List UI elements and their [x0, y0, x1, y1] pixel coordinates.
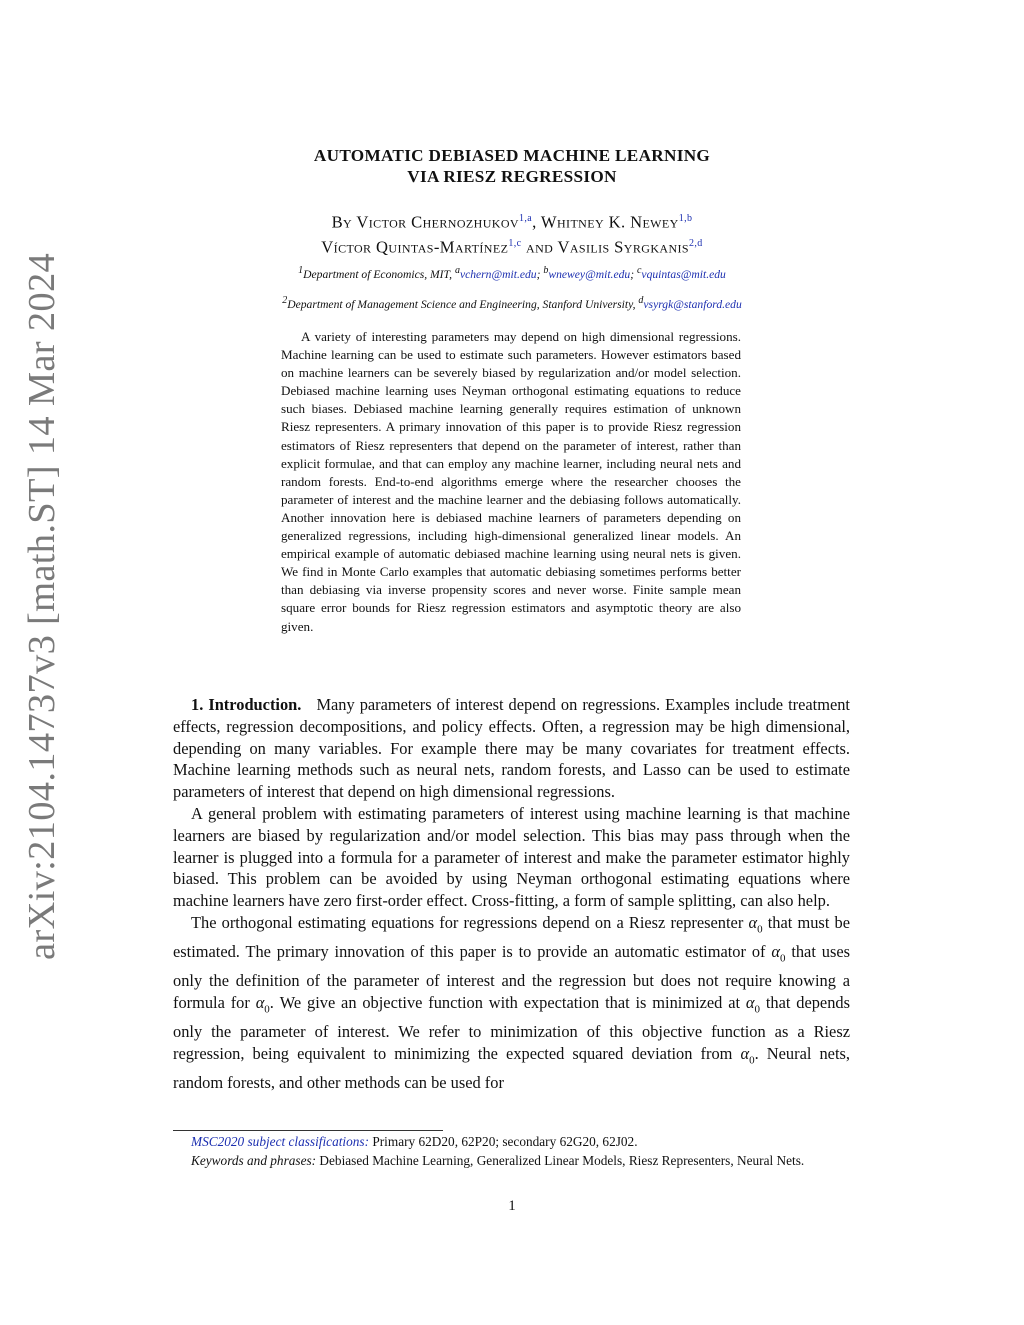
title-line-2: VIA RIESZ REGRESSION	[407, 167, 617, 186]
keywords-label: Keywords and phrases:	[191, 1152, 317, 1168]
author-sup[interactable]: 1,b	[678, 213, 693, 224]
affiliation-number: 2	[282, 295, 288, 306]
author-sup[interactable]: 1,a	[518, 213, 533, 224]
email-sup: c	[636, 265, 642, 276]
paragraph-text: . Neural nets, random forests, and other methods can be used for	[173, 1043, 850, 1092]
paper-title	[200, 145, 824, 187]
paragraph-text: . We give an objective function with expectation that is minimized at	[269, 992, 741, 1012]
alpha-subscript: 0	[779, 952, 786, 965]
email-link[interactable]: vsyrgk@stanford.edu	[643, 297, 742, 311]
email-link[interactable]: wnewey@mit.edu	[548, 267, 631, 281]
alpha-subscript: 0	[754, 1003, 760, 1016]
affiliation-number: 1	[298, 265, 304, 276]
author-sup[interactable]: 1,c	[508, 237, 522, 249]
author-sup[interactable]: 2,d	[689, 237, 703, 249]
msc-footnote	[173, 1133, 850, 1152]
paragraph: A general problem with estimating parameters of interest using machine learning is that machine learners are biased by regularization and/or model selection. This bias may pass through when the learner is plugged into a formula for a parameter of interest and make the parameter estimator highly biased. This problem can be avoided by using Neyman orthogonal estimating equations where machine learners have zero first-order effect. Cross-fitting, a form of sample splitting, can also help.	[173, 803, 850, 911]
affiliation-text: Department of Management Science and Engineering, Stanford University,	[287, 297, 636, 311]
author-line-2	[160, 233, 864, 258]
math-alpha	[748, 912, 763, 936]
abstract: A variety of interesting parameters may depend on high dimensional regressions. Machine learning can be used to estimate such parameters. However estimators based on machine learners can be severely biased by regularization and/or model selection. Debiased machine learning uses Neyman orthogonal estimating equations to reduce such biases. Debiased machine learning generally requires estimation of unknown Riesz representers. A primary innovation of this paper is to provide Riesz regression estimators of Riesz representers that depend on the parameter of interest, rather than explicit formulae, and that can employ any machine learner, including neural nets and random forests. End-to-end algorithms emerge where the researcher chooses the parameter of interest and the machine learner and the debiasing follows automatically. Another innovation here is debiased machine learners of parameters depending on generalized regressions, including high-dimensional generalized linear models. An empirical example of automatic debiased machine learning using neural nets is given. We find in Monte Carlo examples that automatic debiasing sometimes performs better than debiasing via inverse propensity scores and never worse. Finite sample mean square error bounds for Riesz regression estimators and asymptotic theory are also given.	[281, 329, 741, 634]
alpha-symbol: α	[255, 992, 265, 1012]
paragraph-text: Many parameters of interest depend on regressions. Examples include treatment effects, regression decompositions, and policy effects. Often, a regression may be high dimensional, depending on many variables. For example there may be many covariates for treatment effects. Machine learning methods such as neural nets, random forests, and Lasso can be used to estimate parameters of interest that depend on high dimensional regressions.	[173, 695, 850, 802]
affiliation-2	[130, 293, 894, 312]
msc-text: Primary 62D20, 62P20; secondary 62G20, 62J02.	[372, 1134, 638, 1149]
author-conjunction: and	[526, 237, 554, 257]
author-list	[160, 208, 864, 257]
author-chernozhukov: Victor Chernozhukov	[356, 212, 519, 232]
math-alpha	[745, 992, 760, 1016]
alpha-symbol: α	[771, 942, 780, 962]
affiliation-1: $^1$Department of Economics, MIT, $^a$vchern@mit.edu; $^b$wnewey@mit.edu; $^c$vquintas@mit.edu	[298, 265, 726, 281]
msc-link[interactable]: MSC2020 subject classifications:	[191, 1134, 370, 1149]
alpha-subscript: 0	[757, 923, 763, 936]
math-alpha	[740, 1043, 755, 1067]
footnote-rule	[173, 1130, 443, 1131]
alpha-subscript: 0	[749, 1054, 755, 1067]
paragraph-text: that must be estimated. The primary innovation of this paper is to provide an automatic estimator of	[173, 912, 850, 962]
math-alpha	[771, 942, 786, 965]
alpha-symbol: α	[745, 992, 755, 1012]
paragraph	[173, 912, 850, 1094]
email-sup: b	[543, 265, 549, 276]
email-sup: d	[638, 295, 644, 306]
email-link[interactable]: vquintas@mit.edu	[641, 267, 726, 281]
section-heading: 1. Introduction.	[191, 695, 302, 714]
keywords-footnote	[173, 1152, 850, 1171]
alpha-subscript: 0	[264, 1003, 270, 1016]
paragraph-text: The orthogonal estimating equations for regressions depend on a Riesz representer	[191, 912, 744, 932]
author-syrgkanis: Vasilis Syrgkanis	[557, 237, 689, 257]
author-quintas-martinez: Víctor Quintas-Martínez	[321, 237, 509, 257]
email-sup: a	[454, 265, 460, 276]
affiliation-text: Department of Economics, MIT,	[303, 267, 453, 281]
author-prefix: By	[331, 212, 353, 232]
author-newey: Whitney K. Newey	[540, 212, 679, 232]
paragraph-text: that depends only the parameter of interest. We refer to minimization of this objective function as a Riesz regression, being equivalent to minimizing the expected squared deviation from	[173, 992, 850, 1063]
arxiv-stamp: arXiv:2104.14737v3 [math.ST] 14 Mar 2024	[21, 252, 63, 960]
alpha-symbol: α	[748, 912, 758, 932]
paragraph-text: that uses only the definition of the parameter of interest and the regression but does not require knowing a formula for	[173, 942, 850, 1012]
title-line-1: AUTOMATIC DEBIASED MACHINE LEARNING	[313, 146, 711, 165]
introduction-section	[173, 694, 850, 1094]
footnotes	[173, 1133, 850, 1170]
email-link[interactable]: vchern@mit.edu	[459, 267, 537, 281]
alpha-symbol: α	[740, 1043, 750, 1063]
paragraph	[173, 694, 850, 803]
math-alpha	[255, 992, 270, 1016]
author-line-1: By Victor Chernozhukov$^{1,a}$, Whitney K. Newey$^{1,b}$	[331, 212, 693, 232]
page-number: 1	[508, 1198, 516, 1214]
keywords-text: Debiased Machine Learning, Generalized Linear Models, Riesz Representers, Neural Nets.	[319, 1152, 805, 1168]
